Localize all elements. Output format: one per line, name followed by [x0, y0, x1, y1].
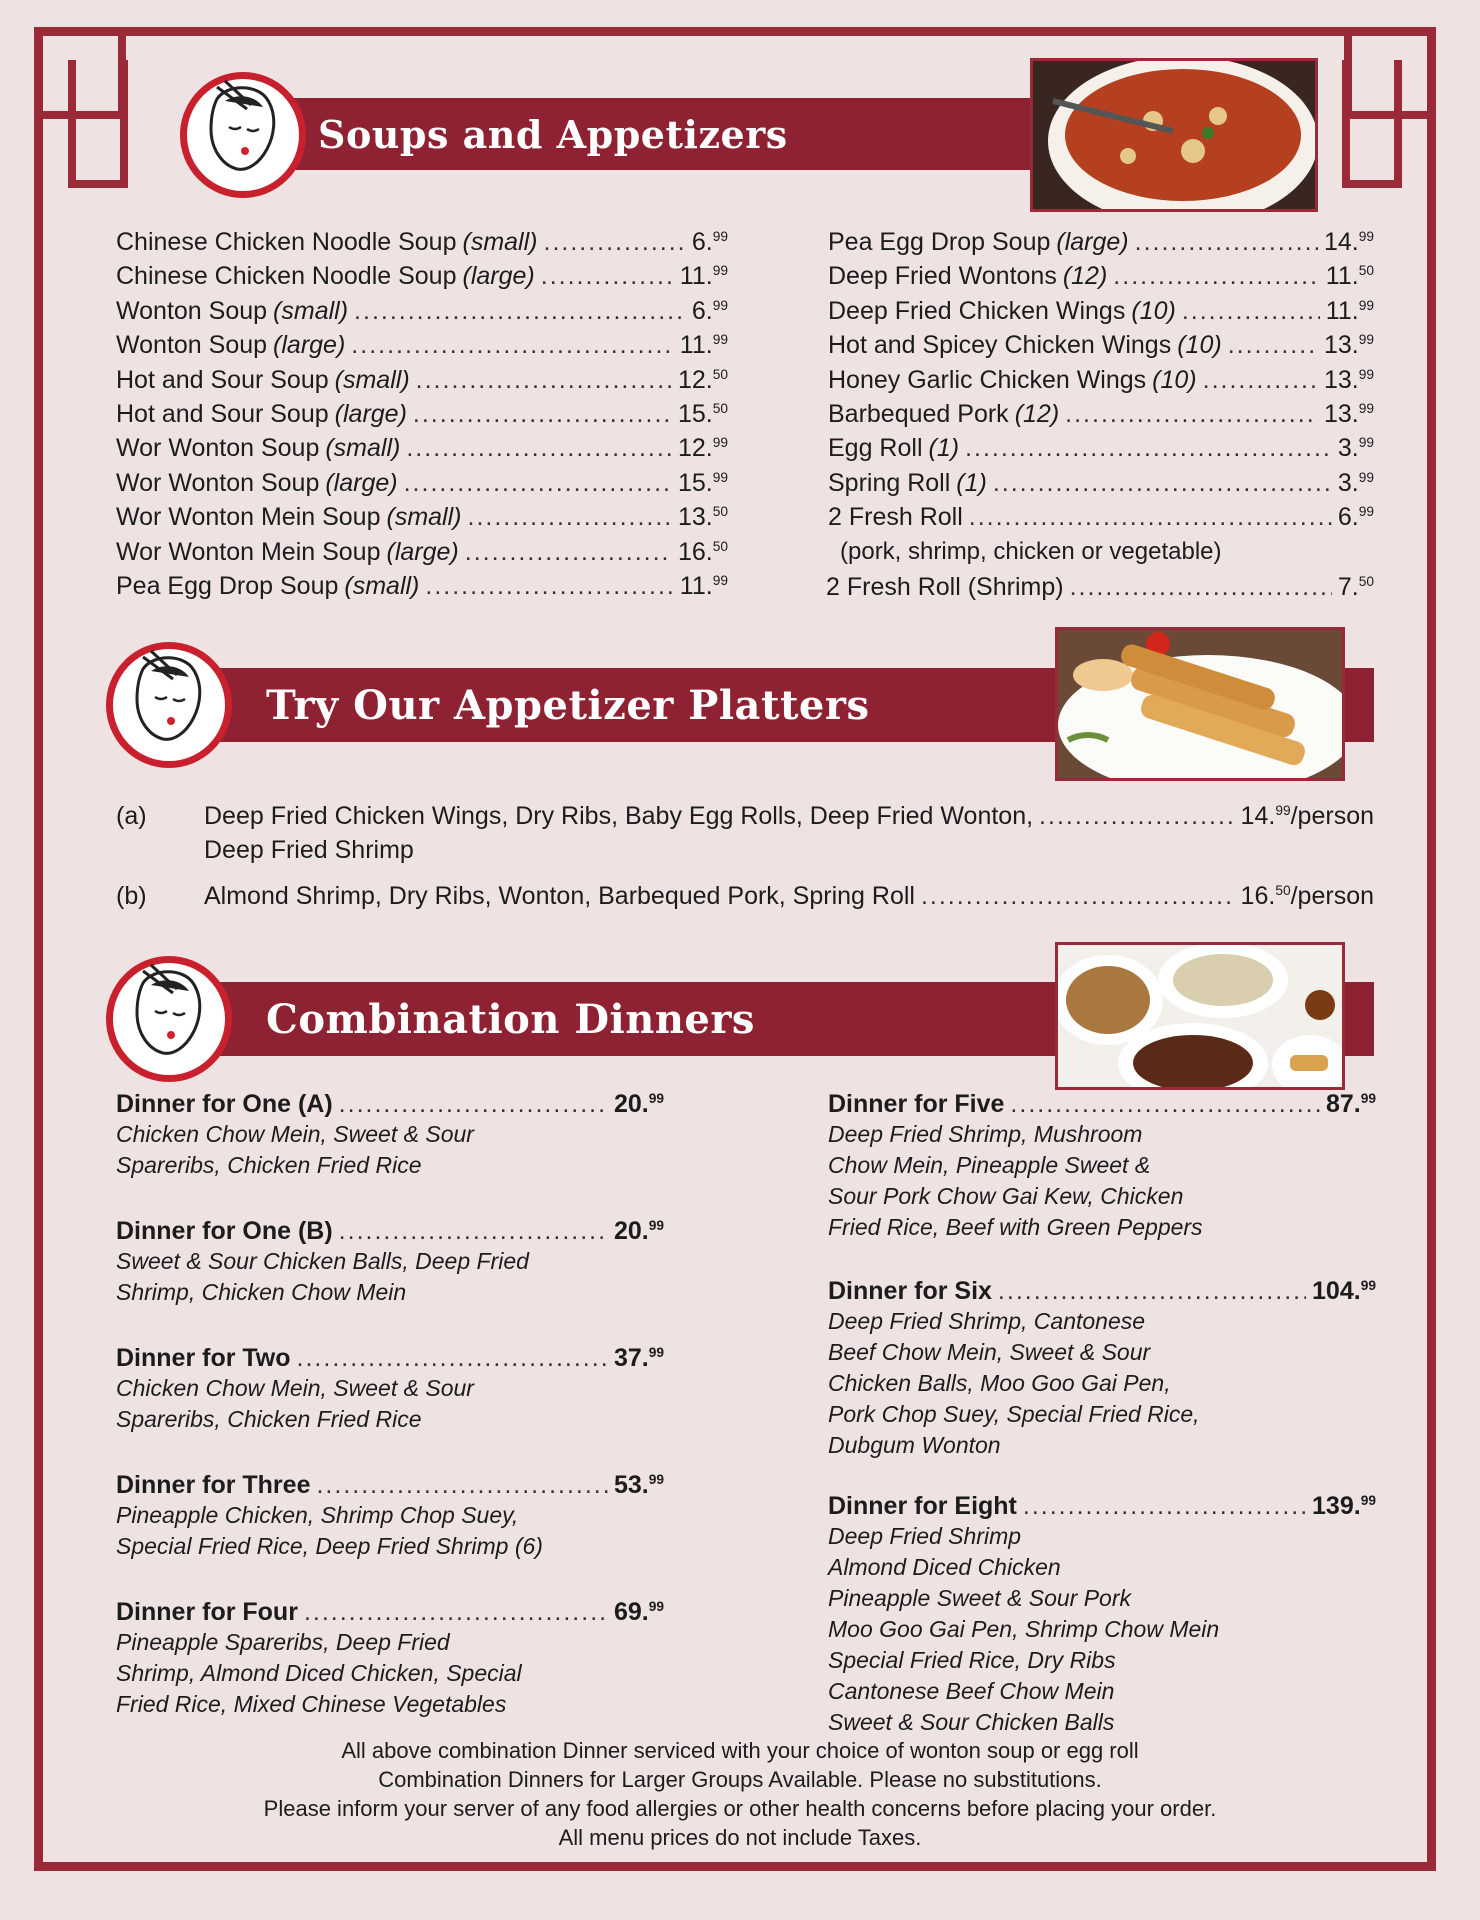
- dinner-description: Sweet & Sour Chicken Balls, Deep Fried: [116, 1248, 529, 1274]
- footer-line: All above combination Dinner serviced with your choice of wonton soup or egg roll: [341, 1738, 1139, 1763]
- platter-letter: (b): [116, 882, 147, 910]
- dinner-header: [828, 1492, 1376, 1521]
- item-name: Wonton Soup: [116, 331, 268, 360]
- dinner-description: Pineapple Spareribs, Deep Fried: [116, 1629, 450, 1655]
- dinner-description: Spareribs, Chicken Fried Rice: [116, 1406, 422, 1432]
- item-size: (large): [386, 537, 459, 566]
- leader-dots: [339, 1217, 608, 1246]
- item-price: 13.99: [1323, 365, 1374, 394]
- dinner-header: [116, 1344, 664, 1373]
- dinner-block: [828, 1492, 1376, 1738]
- item-price: 15.99: [677, 468, 728, 497]
- leader-dots: [297, 1344, 608, 1373]
- leader-dots: [1228, 331, 1318, 360]
- item-price: 16.50/person: [1240, 882, 1374, 910]
- dinner-title: Dinner for One (B): [116, 1217, 333, 1245]
- dinner-description: Spareribs, Chicken Fried Rice: [116, 1152, 422, 1178]
- menu-item: [828, 228, 1374, 257]
- leader-dots: [965, 434, 1332, 463]
- leader-dots: [1010, 1090, 1320, 1119]
- lady-logo-icon: [180, 72, 306, 198]
- item-name: Deep Fried Wontons: [828, 262, 1057, 291]
- dinner-block: [116, 1090, 664, 1181]
- leader-dots: [468, 503, 672, 532]
- dinner-header: [828, 1277, 1376, 1306]
- corner-ornament-top-left-inner: [68, 60, 128, 188]
- item-name: Pea Egg Drop Soup: [828, 228, 1051, 256]
- soup-photo: [1030, 58, 1318, 212]
- item-size: (large): [334, 400, 407, 428]
- item-price: 3.99: [1337, 434, 1374, 463]
- item-name: Hot and Sour Soup: [116, 400, 329, 428]
- platter-item: [204, 802, 1374, 831]
- item-price: 12.50: [677, 365, 728, 394]
- lady-logo-icon: [106, 642, 232, 768]
- item-size: (small): [334, 365, 410, 394]
- platter-description-cont: Deep Fried Shrimp: [204, 836, 414, 864]
- dinner-description: Fried Rice, Mixed Chinese Vegetables: [116, 1691, 507, 1717]
- item-name: Wor Wonton Mein Soup: [116, 503, 381, 532]
- leader-dots: [969, 503, 1332, 532]
- dinner-block: [116, 1217, 664, 1308]
- item-price: 53.99: [613, 1471, 664, 1499]
- menu-item: [828, 366, 1374, 395]
- item-price: 11.50: [1325, 262, 1374, 291]
- item-name: Chinese Chicken Noodle Soup: [116, 262, 457, 291]
- leader-dots: [998, 1277, 1306, 1306]
- leader-dots: [544, 228, 686, 257]
- menu-item: [116, 331, 728, 360]
- item-name: Egg Roll: [828, 434, 923, 463]
- footer-line: All menu prices do not include Taxes.: [558, 1825, 922, 1850]
- menu-item-fresh-roll-shrimp: 2 Fresh Roll (Shrimp) ..... 7.50: [826, 573, 1374, 602]
- dinner-block: [828, 1090, 1376, 1243]
- menu-item: [116, 434, 728, 463]
- dinner-description: Deep Fried Shrimp, Mushroom: [828, 1121, 1143, 1147]
- dinner-description: Shrimp, Chicken Chow Mein: [116, 1279, 407, 1305]
- leader-dots: [1023, 1492, 1306, 1521]
- item-size: (small): [325, 434, 401, 463]
- dinner-description: Shrimp, Almond Diced Chicken, Special: [116, 1660, 522, 1686]
- fresh-roll-note: (pork, shrimp, chicken or vegetable): [840, 538, 1222, 565]
- dinner-description: Chicken Balls, Moo Goo Gai Pen,: [828, 1370, 1171, 1396]
- item-price: 87.99: [1325, 1090, 1376, 1118]
- section-title-combos: Combination Dinners: [266, 995, 755, 1043]
- leader-dots: [351, 331, 674, 360]
- item-name: Wor Wonton Mein Soup: [116, 537, 381, 566]
- item-name: 2 Fresh Roll: [828, 503, 963, 532]
- item-size: (12): [1062, 262, 1108, 291]
- leader-dots: [1135, 228, 1318, 257]
- item-name: Hot and Spicey Chicken Wings: [828, 331, 1172, 360]
- dinner-title: Dinner for Two: [116, 1344, 291, 1372]
- section-banner-soups: [240, 98, 1030, 170]
- menu-item: [828, 434, 1374, 463]
- leader-dots: [413, 400, 672, 429]
- dinner-description: Special Fried Rice, Dry Ribs: [828, 1647, 1116, 1673]
- spring-roll-photo: [1055, 627, 1345, 781]
- item-size: (small): [386, 503, 462, 532]
- dinner-description: Chow Mein, Pineapple Sweet &: [828, 1152, 1151, 1178]
- dinner-description: Sweet & Sour Chicken Balls: [828, 1709, 1115, 1735]
- menu-item: [116, 572, 728, 601]
- menu-item: [116, 503, 728, 532]
- leader-dots: [1039, 802, 1235, 831]
- dinner-block: [116, 1344, 664, 1435]
- menu-item: [828, 503, 1374, 532]
- menu-item: [116, 262, 728, 291]
- dinner-description: Deep Fried Shrimp: [828, 1523, 1022, 1549]
- leader-dots: [1065, 400, 1318, 429]
- item-size: (10): [1131, 296, 1176, 325]
- item-price: 16.50: [677, 537, 728, 566]
- item-name: Deep Fried Chicken Wings: [828, 296, 1126, 325]
- leader-dots: [416, 366, 672, 395]
- dinner-title: Dinner for Three: [116, 1471, 311, 1499]
- platter-description: Almond Shrimp, Dry Ribs, Wonton, Barbequed Pork, Spring Roll: [204, 882, 915, 910]
- item-price: 11.99: [679, 572, 728, 600]
- dinner-title: Dinner for Five: [828, 1090, 1005, 1118]
- leader-dots: [993, 469, 1332, 498]
- leader-dots: [465, 538, 672, 567]
- dinner-description: Pineapple Chicken, Shrimp Chop Suey,: [116, 1502, 519, 1528]
- item-name: Wor Wonton Soup: [116, 434, 320, 463]
- item-name: Wonton Soup: [116, 296, 268, 325]
- leader-dots: [425, 572, 673, 601]
- leader-dots: [404, 469, 672, 498]
- leader-dots: [1182, 297, 1320, 326]
- section-title-soups: Soups and Appetizers: [318, 111, 788, 157]
- menu-item: [116, 228, 728, 257]
- dinner-header: [116, 1471, 664, 1500]
- leader-dots: [339, 1090, 608, 1119]
- item-price: 14.99: [1323, 228, 1374, 256]
- dinner-description: Cantonese Beef Chow Mein: [828, 1678, 1115, 1704]
- item-size: (1): [928, 434, 960, 463]
- item-price: 13.50: [677, 503, 728, 532]
- dinner-description: Chicken Chow Mein, Sweet & Sour: [116, 1121, 474, 1147]
- menu-item: [116, 366, 728, 395]
- dinner-header: [828, 1090, 1376, 1119]
- section-title-platters: Try Our Appetizer Platters: [266, 681, 870, 729]
- menu-item: [828, 262, 1374, 291]
- item-price: 3.99: [1337, 468, 1374, 497]
- dinner-description: Chicken Chow Mein, Sweet & Sour: [116, 1375, 474, 1401]
- platter-item: [204, 882, 1374, 911]
- item-size: (12): [1014, 400, 1060, 428]
- item-price: 37.99: [613, 1344, 664, 1372]
- dinner-block: [828, 1277, 1376, 1461]
- item-price: 104.99: [1312, 1277, 1376, 1305]
- item-name: Honey Garlic Chicken Wings: [828, 365, 1147, 394]
- dinner-description: Beef Chow Mein, Sweet & Sour: [828, 1339, 1151, 1365]
- item-price: 15.50: [677, 400, 728, 428]
- dinner-block: [116, 1471, 664, 1562]
- dinner-description: Deep Fried Shrimp, Cantonese: [828, 1308, 1146, 1334]
- item-price: 12.99: [677, 434, 728, 463]
- item-price: 20.99: [613, 1090, 664, 1118]
- menu-item: [116, 469, 728, 498]
- corner-ornament-top-right-inner: [1342, 60, 1402, 188]
- item-size: (large): [273, 331, 346, 360]
- dinner-title: Dinner for Four: [116, 1598, 298, 1626]
- dinner-block: [116, 1598, 664, 1720]
- footer-line: Combination Dinners for Larger Groups Available. Please no substitutions.: [378, 1767, 1102, 1792]
- menu-item: [828, 297, 1374, 326]
- item-price: 6.99: [691, 296, 728, 325]
- item-price: 20.99: [613, 1217, 664, 1245]
- item-price: 69.99: [613, 1598, 664, 1626]
- platter-letter: (a): [116, 802, 147, 830]
- dinner-title: Dinner for Eight: [828, 1492, 1017, 1520]
- dinner-description: Dubgum Wonton: [828, 1432, 1001, 1458]
- dinner-header: [116, 1217, 664, 1246]
- menu-footer-notes: [160, 1736, 1320, 1852]
- item-name: Pea Egg Drop Soup: [116, 572, 339, 600]
- leader-dots: [304, 1598, 608, 1627]
- menu-item: [116, 297, 728, 326]
- item-price: 11.99: [1325, 296, 1374, 325]
- leader-dots: [316, 1471, 607, 1500]
- dinner-description: Pineapple Sweet & Sour Pork: [828, 1585, 1132, 1611]
- leader-dots: [354, 297, 686, 326]
- dinner-description: Pork Chop Suey, Special Fried Rice,: [828, 1401, 1200, 1427]
- item-price: 14.99/person: [1240, 802, 1374, 830]
- dinner-description: Special Fried Rice, Deep Fried Shrimp (6): [116, 1533, 543, 1559]
- leader-dots: [406, 434, 672, 463]
- platter-description: Deep Fried Chicken Wings, Dry Ribs, Baby Egg Rolls, Deep Fried Wonton,: [204, 802, 1034, 830]
- leader-dots: [1203, 366, 1318, 395]
- item-size: (large): [325, 468, 398, 497]
- item-price: 13.99: [1323, 331, 1374, 360]
- item-size: (small): [273, 296, 349, 325]
- dinner-description: Moo Goo Gai Pen, Shrimp Chow Mein: [828, 1616, 1220, 1642]
- footer-line: Please inform your server of any food allergies or other health concerns before placing your order.: [263, 1796, 1217, 1821]
- menu-item: [828, 469, 1374, 498]
- dinner-description: Fried Rice, Beef with Green Peppers: [828, 1214, 1203, 1240]
- item-size: (large): [462, 262, 535, 291]
- dinner-description: Almond Diced Chicken: [828, 1554, 1061, 1580]
- leader-dots: [541, 262, 674, 291]
- item-size: (10): [1177, 331, 1222, 360]
- item-price: 13.99: [1323, 400, 1374, 428]
- menu-item: [828, 331, 1374, 360]
- item-price: 11.99: [679, 262, 728, 291]
- item-size: (small): [462, 228, 538, 256]
- menu-item: [116, 538, 728, 567]
- item-name: Chinese Chicken Noodle Soup: [116, 228, 457, 256]
- item-size: (large): [1056, 228, 1129, 256]
- item-name: Wor Wonton Soup: [116, 468, 320, 497]
- dinner-header: [116, 1090, 664, 1119]
- item-price: 11.99: [679, 331, 728, 360]
- item-price: 139.99: [1312, 1492, 1376, 1520]
- leader-dots: [921, 882, 1235, 911]
- lady-logo-icon: [106, 956, 232, 1082]
- item-name: Barbequed Pork: [828, 400, 1009, 428]
- dinner-description: Sour Pork Chow Gai Kew, Chicken: [828, 1183, 1184, 1209]
- item-size: (1): [956, 468, 987, 497]
- item-size: (small): [344, 572, 420, 600]
- combination-dinner-photo: [1055, 942, 1345, 1090]
- item-name: Hot and Sour Soup: [116, 365, 329, 394]
- leader-dots: [1113, 262, 1320, 291]
- item-price: 6.99: [1337, 503, 1374, 532]
- dinner-title: Dinner for One (A): [116, 1090, 333, 1118]
- dinner-header: [116, 1598, 664, 1627]
- menu-item: [116, 400, 728, 429]
- item-size: (10): [1152, 365, 1197, 394]
- dinner-title: Dinner for Six: [828, 1277, 992, 1305]
- item-price: 6.99: [691, 228, 728, 256]
- item-name: Spring Roll: [828, 468, 951, 497]
- menu-item: [828, 400, 1374, 429]
